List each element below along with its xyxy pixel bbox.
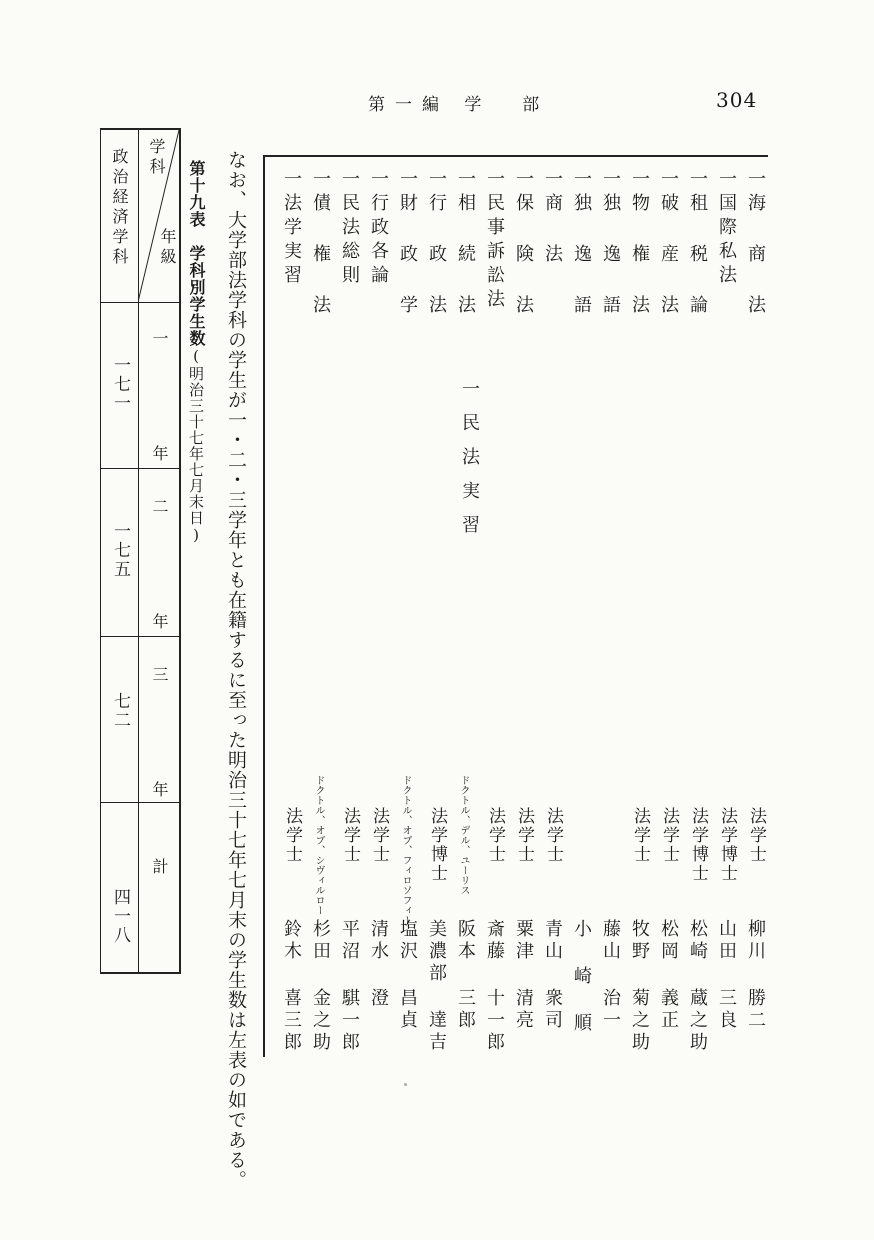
student-count: 七二 — [110, 692, 130, 730]
course-instructor: 平沼 騏一郎 — [339, 919, 360, 1054]
course-subject: 一財 政 学 — [397, 169, 418, 319]
course-instructor: 牧野 菊之助 — [629, 919, 650, 1054]
course-subject: 一法学実習 — [281, 169, 302, 289]
course-instructor: 清水 澄 — [368, 919, 389, 1010]
course-subject: 一行政各論 — [368, 169, 389, 289]
course-subject: 一独 逸 語 — [600, 169, 621, 319]
course-subject: 一行 政 法 — [426, 169, 447, 319]
course-degree: 法学士 — [659, 807, 679, 864]
column-header: 二 年 — [150, 498, 169, 669]
course-instructor: 松崎 蔵之助 — [687, 919, 708, 1054]
course-degree: 法学士 — [369, 807, 389, 864]
course-degree: ドクトル、オブ、フィロソフィー — [400, 775, 411, 925]
course-subject: 一相 続 法 — [455, 169, 476, 319]
course-instructor: 山田 三良 — [716, 919, 737, 1032]
course-subject: 一租 税 論 — [687, 169, 708, 319]
course-degree: 法学博士 — [688, 807, 708, 883]
page-header — [0, 90, 874, 120]
course-instructor: 青山 衆司 — [542, 919, 563, 1032]
course-subject: 一物 権 法 — [629, 169, 650, 319]
course-instructor: 美濃部 達吉 — [426, 919, 447, 1054]
row-divider — [101, 302, 179, 303]
page-number: 304 — [716, 88, 758, 112]
course-subject: 一商 法 — [542, 169, 563, 268]
course-degree: 法学博士 — [427, 807, 447, 883]
course-subject: 一独 逸 語 — [571, 169, 592, 319]
course-degree: 法学士 — [340, 807, 360, 864]
student-count-total: 四一八 — [110, 888, 130, 945]
caption-title: 第十九表 学科別学生数 — [187, 160, 206, 347]
course-subject: 一国際私法 — [716, 169, 737, 289]
course-degree: 法学士 — [282, 807, 302, 864]
course-degree: 法学士 — [630, 807, 650, 864]
course-degree: ドクトル、オブ、シヴィルロー — [313, 775, 324, 915]
running-head: 第一編 学 部 — [368, 95, 550, 115]
course-instructor: 阪本 三郎 — [455, 919, 476, 1032]
course-instructor: 粟津 清亮 — [513, 919, 534, 1032]
student-count: 一七五 — [110, 522, 130, 579]
course-subject: 一保 険 法 — [513, 169, 534, 319]
course-instructor: 柳川 勝二 — [745, 919, 766, 1032]
student-stats-table — [100, 128, 181, 974]
course-instructor: 塩沢 昌貞 — [397, 919, 418, 1032]
course-subject: 一民法総則 — [339, 169, 360, 289]
extra-subject: 一民法実習 — [459, 379, 480, 549]
course-instructor: 杉田 金之助 — [310, 919, 331, 1054]
course-degree: ドクトル、デル、ユーリス — [458, 775, 469, 895]
course-instructor: 斎藤 十一郎 — [484, 919, 505, 1054]
note-paragraph: なお、大学部法学科の学生が一・二・三学年とも在籍するに至った明治三十七年七月末の学生数は左表の如である。 — [225, 150, 247, 1190]
caption-subtitle: (明治三十七年七月末日) — [187, 347, 205, 545]
course-degree: 法学士 — [485, 807, 505, 864]
column-header: 計 — [150, 858, 169, 878]
course-degree: 法学博士 — [717, 807, 737, 883]
course-instructor: 鈴木 喜三郎 — [281, 919, 302, 1054]
corner-label-grade: 年級 — [158, 228, 177, 268]
course-subject: 一破 産 法 — [658, 169, 679, 319]
course-subject: 一海 商 法 — [745, 169, 766, 319]
course-table — [263, 155, 768, 1057]
course-subject: 一民事訴訟法 — [484, 169, 505, 313]
corner-label-department: 学科 — [147, 138, 166, 178]
course-instructor: 藤山 治一 — [600, 919, 621, 1032]
table-caption — [188, 160, 204, 545]
student-count: 一七一 — [110, 356, 130, 413]
column-header: 一 年 — [150, 330, 169, 501]
course-degree: 法学士 — [746, 807, 766, 864]
course-instructor: 松岡 義正 — [658, 919, 679, 1032]
course-degree: 法学士 — [543, 807, 563, 864]
column-header: 三 年 — [150, 666, 169, 837]
department-label: 政治経済学科 — [110, 148, 129, 268]
course-subject: 一債 権 法 — [310, 169, 331, 319]
paper-mark — [404, 1083, 407, 1086]
course-instructor: 小 崎 順 — [571, 919, 592, 1035]
course-degree: 法学士 — [514, 807, 534, 864]
